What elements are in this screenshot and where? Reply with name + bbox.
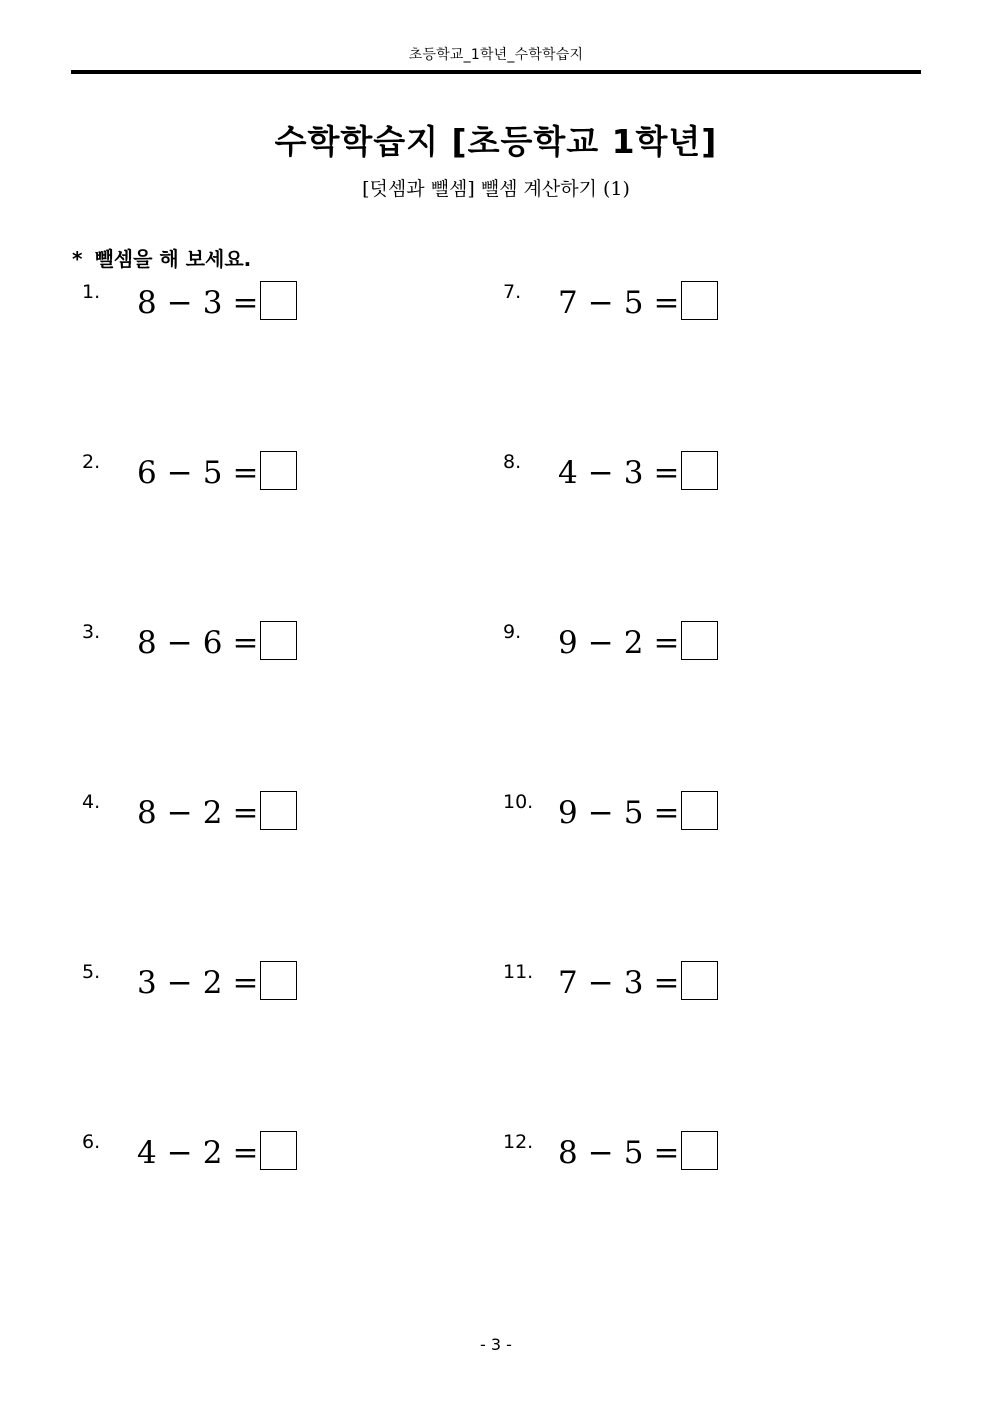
operand-b: 2	[202, 795, 223, 831]
problem-expression	[558, 795, 689, 831]
problem-expression	[137, 285, 268, 321]
instruction	[72, 243, 251, 272]
equals-sign: =	[232, 795, 259, 831]
equals-sign: =	[232, 455, 259, 491]
answer-box[interactable]	[681, 961, 718, 1000]
minus-sign: −	[166, 1135, 193, 1171]
instruction-marker: *	[72, 247, 83, 271]
operand-b: 3	[623, 965, 644, 1001]
answer-box[interactable]	[260, 451, 297, 490]
problem-number: 7.	[503, 281, 522, 303]
page-title: 수학학습지 [초등학교 1학년]	[274, 122, 718, 161]
problem-number: 1.	[82, 281, 101, 303]
operand-b: 2	[202, 1135, 223, 1171]
operand-a: 4	[137, 1135, 157, 1171]
equals-sign: =	[653, 625, 680, 661]
operand-a: 7	[558, 285, 578, 321]
minus-sign: −	[166, 285, 193, 321]
equals-sign: =	[653, 1135, 680, 1171]
operand-a: 4	[558, 455, 578, 491]
page-number: - 3 -	[480, 1335, 512, 1354]
problem-number: 11.	[503, 961, 534, 983]
problem-number: 2.	[82, 451, 101, 473]
problem-expression	[137, 965, 268, 1001]
minus-sign: −	[587, 625, 614, 661]
problem-number: 8.	[503, 451, 522, 473]
problem-expression	[137, 795, 268, 831]
instruction-text: 뺄셈을 해 보세요.	[94, 247, 252, 271]
operand-b: 2	[202, 965, 223, 1001]
minus-sign: −	[587, 285, 614, 321]
operand-a: 8	[137, 285, 157, 321]
problem-number: 12.	[503, 1131, 534, 1153]
operand-b: 3	[623, 455, 644, 491]
answer-box[interactable]	[260, 621, 297, 660]
problem-number: 3.	[82, 621, 101, 643]
equals-sign: =	[653, 795, 680, 831]
equals-sign: =	[232, 285, 259, 321]
minus-sign: −	[587, 455, 614, 491]
operand-a: 3	[137, 965, 157, 1001]
minus-sign: −	[587, 1135, 614, 1171]
equals-sign: =	[232, 965, 259, 1001]
answer-box[interactable]	[260, 281, 297, 320]
problem-expression	[558, 1135, 689, 1171]
answer-box[interactable]	[260, 1131, 297, 1170]
answer-box[interactable]	[681, 281, 718, 320]
problem-number: 4.	[82, 791, 101, 813]
minus-sign: −	[166, 625, 193, 661]
problem-expression	[137, 455, 268, 491]
operand-a: 8	[137, 795, 157, 831]
operand-b: 2	[623, 625, 644, 661]
running-header: 초등학교_1학년_수학학습지	[408, 47, 584, 63]
minus-sign: −	[166, 965, 193, 1001]
operand-b: 5	[623, 795, 644, 831]
answer-box[interactable]	[681, 621, 718, 660]
operand-b: 3	[202, 285, 223, 321]
problem-expression	[558, 455, 689, 491]
problem-expression	[137, 625, 268, 661]
operand-b: 6	[202, 625, 223, 661]
minus-sign: −	[166, 455, 193, 491]
answer-box[interactable]	[260, 961, 297, 1000]
answer-box[interactable]	[681, 1131, 718, 1170]
equals-sign: =	[232, 1135, 259, 1171]
answer-box[interactable]	[681, 451, 718, 490]
operand-a: 9	[558, 625, 578, 661]
operand-b: 5	[623, 1135, 644, 1171]
problem-expression	[558, 625, 689, 661]
equals-sign: =	[232, 625, 259, 661]
operand-a: 6	[137, 455, 157, 491]
problem-expression	[558, 965, 689, 1001]
minus-sign: −	[166, 795, 193, 831]
page-subtitle: [덧셈과 뺄셈] 뺄셈 계산하기 (1)	[362, 178, 630, 200]
minus-sign: −	[587, 965, 614, 1001]
answer-box[interactable]	[681, 791, 718, 830]
operand-b: 5	[623, 285, 644, 321]
equals-sign: =	[653, 965, 680, 1001]
equals-sign: =	[653, 285, 680, 321]
problem-expression	[137, 1135, 268, 1171]
problem-number: 9.	[503, 621, 522, 643]
problem-expression	[558, 285, 689, 321]
operand-a: 8	[558, 1135, 578, 1171]
operand-a: 8	[137, 625, 157, 661]
answer-box[interactable]	[260, 791, 297, 830]
operand-a: 9	[558, 795, 578, 831]
operand-b: 5	[202, 455, 223, 491]
problem-number: 6.	[82, 1131, 101, 1153]
equals-sign: =	[653, 455, 680, 491]
operand-a: 7	[558, 965, 578, 1001]
problem-number: 10.	[503, 791, 534, 813]
minus-sign: −	[587, 795, 614, 831]
problem-number: 5.	[82, 961, 101, 983]
header-rule	[71, 70, 921, 74]
